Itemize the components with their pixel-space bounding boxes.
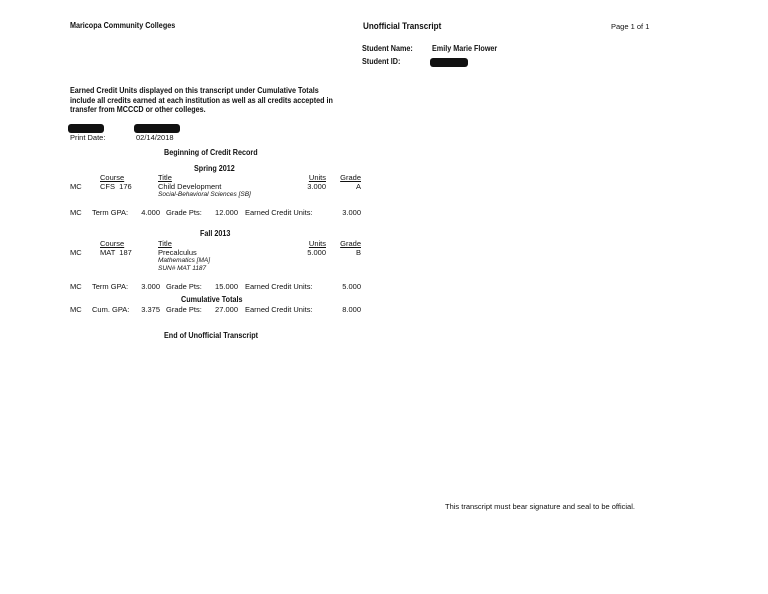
print-date: 02/14/2018 [136, 133, 174, 142]
credit-notice: Earned Credit Units displayed on this transcript under Cumulative Totals include all credits earned at each institution as well as all credits accepted in transfer from MCCCD or other colleges. [70, 86, 333, 114]
course-note: Social-Behavioral Sciences [SB] [158, 191, 251, 198]
column-header-units: Units [308, 239, 326, 248]
term-heading: Fall 2013 [200, 229, 231, 238]
course-code: MAT 187 [100, 248, 132, 257]
cumulative-gpa: 3.375 [141, 305, 160, 314]
course-institution: MC [70, 248, 82, 257]
course-title: Child Development [158, 182, 222, 191]
column-header-course: Course [100, 173, 125, 182]
course-units: 5.000 [307, 248, 326, 257]
print-date-label: Print Date: [70, 133, 106, 142]
grade-pts: 15.000 [215, 282, 238, 291]
document-title: Unofficial Transcript [363, 21, 442, 31]
record-begin-heading: Beginning of Credit Record [164, 148, 258, 157]
course-note: Mathematics [MA] [158, 257, 211, 264]
column-header-title: Title [158, 239, 172, 248]
course-note: SUN# MAT 1187 [158, 265, 207, 272]
cumulative-gpa-label: Cum. GPA: [92, 305, 130, 314]
course-code: CFS 176 [100, 182, 132, 191]
student-id-redaction [430, 58, 468, 67]
course-units: 3.000 [307, 182, 326, 191]
term-heading: Spring 2012 [194, 164, 235, 173]
earned-credit-units-label: Earned Credit Units: [245, 282, 313, 291]
column-header-title: Title [158, 173, 172, 182]
grade-pts-label: Grade Pts: [166, 208, 202, 217]
course-title: Precalculus [158, 248, 197, 257]
grade-pts-label: Grade Pts: [166, 282, 202, 291]
grade-pts: 12.000 [215, 208, 238, 217]
student-name: Emily Marie Flower [432, 44, 498, 53]
course-institution: MC [70, 182, 82, 191]
earned-credit-units: 5.000 [342, 282, 361, 291]
course-grade: B [355, 248, 361, 257]
student-name-label: Student Name: [362, 44, 413, 53]
cumulative-pts: 27.000 [215, 305, 238, 314]
term-gpa: 3.000 [141, 282, 160, 291]
cumulative-heading: Cumulative Totals [181, 295, 243, 304]
summary-institution: MC [70, 282, 82, 291]
end-of-transcript: End of Unofficial Transcript [164, 331, 259, 340]
student-id-label: Student ID: [362, 57, 401, 66]
term-gpa: 4.000 [141, 208, 160, 217]
cumulative-institution: MC [70, 305, 82, 314]
cumulative-ecu: 8.000 [342, 305, 361, 314]
column-header-units: Units [308, 173, 326, 182]
redaction-block [68, 124, 104, 133]
redaction-block [134, 124, 180, 133]
term-gpa-label: Term GPA: [92, 282, 129, 291]
page-number: Page 1 of 1 [611, 22, 650, 31]
earned-credit-units-label: Earned Credit Units: [245, 208, 313, 217]
term-gpa-label: Term GPA: [92, 208, 129, 217]
official-notice: This transcript must bear signature and seal to be official. [445, 502, 635, 511]
institution-name: Maricopa Community Colleges [70, 21, 176, 30]
course-grade: A [355, 182, 361, 191]
column-header-course: Course [100, 239, 125, 248]
cumulative-ecu-label: Earned Credit Units: [245, 305, 313, 314]
earned-credit-units: 3.000 [342, 208, 361, 217]
summary-institution: MC [70, 208, 82, 217]
column-header-grade: Grade [340, 173, 361, 182]
column-header-grade: Grade [340, 239, 361, 248]
cumulative-pts-label: Grade Pts: [166, 305, 202, 314]
